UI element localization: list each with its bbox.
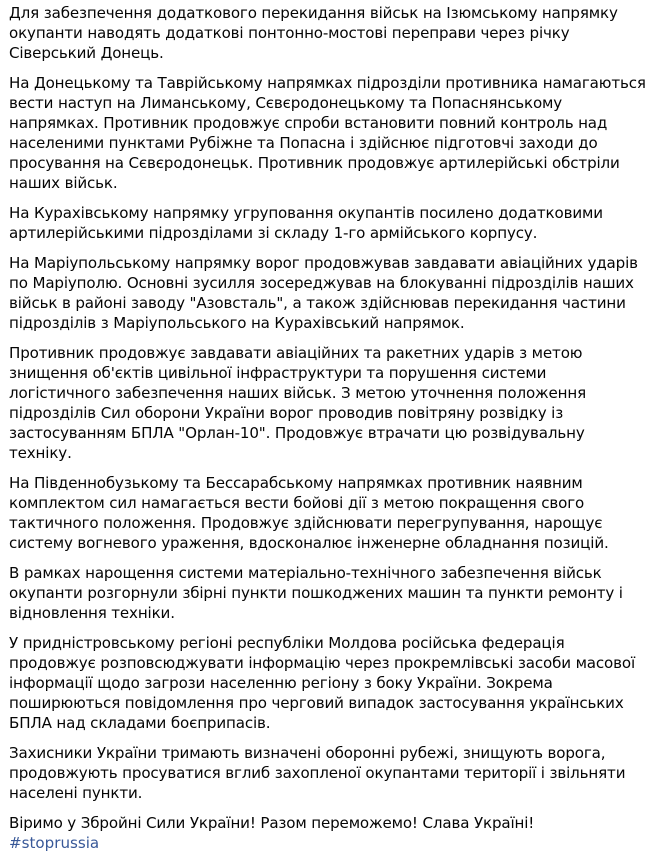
paragraph-kurakhove: На Курахівському напрямку угруповання окупантів посилено додатковими артилерійськими підрозділами зі складу 1-го армійського корпусу.: [9, 204, 603, 242]
paragraph-slogan: Віримо у Збройні Сили України! Разом переможемо! Слава Україні!: [9, 814, 535, 832]
paragraph-air-strikes: Противник продовжує завдавати авіаційних та ракетних ударів з метою знищення об'єктів цивільної інфраструктури та порушення системи логістичного забезпечення наших військ. З метою уточнення положення підрозділів Сил оборони України ворог проводив повітряну розвідку із застосуванням БПЛА "Орлан-10". Продовжує втрачати цю розвідувальну техніку.: [9, 344, 586, 462]
paragraph-mariupol: На Маріупольському напрямку ворог продовжував завдавати авіаційних ударів по Маріуполю. Основні зусилля зосереджував на блокуванні підрозділів наших військ в районі заводу "Азовсталь", а також здійснював перекидання частини підрозділів з Маріупольського на Курахівський напрямок.: [9, 254, 638, 332]
hashtag-link[interactable]: #stoprussia: [9, 834, 100, 852]
paragraph-donetsk-tavria: На Донецькому та Таврійському напрямках підрозділи противника намагаються вести наступ на Лиманському, Сєвєродонецькому та Попаснянському напрямках. Противник продовжує спроби встановити повний контроль над населеними пунктами Рубіжне та Попасна і здійснює підготовчі заходи до просування на Сєвєродонецьк. Противник продовжує артилерійські обстріли наших військ.: [9, 74, 646, 192]
paragraph-transnistria: У придністровському регіоні республіки Молдова російська федерація продовжує розповсюджувати інформацію через прокремлівські засоби масової інформації щодо загрози населенню регіону з боку України. Зокрема поширюються повідомлення про черговий випадок застосування українських БПЛА над складами боєприпасів.: [9, 634, 636, 732]
paragraph-defenders: Захисники України тримають визначені оборонні рубежі, знищують ворога, продовжують просуватися вглиб захопленої окупантами території і звільняти населені пункти.: [9, 744, 626, 802]
paragraph-logistics: В рамках нарощення системи матеріально-технічного забезпечення військ окупанти розгорнули збірні пункти пошкоджених машин та пункти ремонту і відновлення техніки.: [9, 564, 623, 622]
paragraph-izium: Для забезпечення додаткового перекидання військ на Ізюмському напрямку окупанти наводять додаткові понтонно-мостові переправи через річку Сіверський Донець.: [9, 4, 618, 62]
paragraph-south-bug: На Південнобузькому та Бессарабському напрямках противник наявним комплектом сил намагається вести бойові дії з метою покращення свого тактичного положення. Продовжує здійснювати перегрупування, нарощує систему вогневого ураження, вдосконалює інженерне обладнання позицій.: [9, 474, 609, 552]
